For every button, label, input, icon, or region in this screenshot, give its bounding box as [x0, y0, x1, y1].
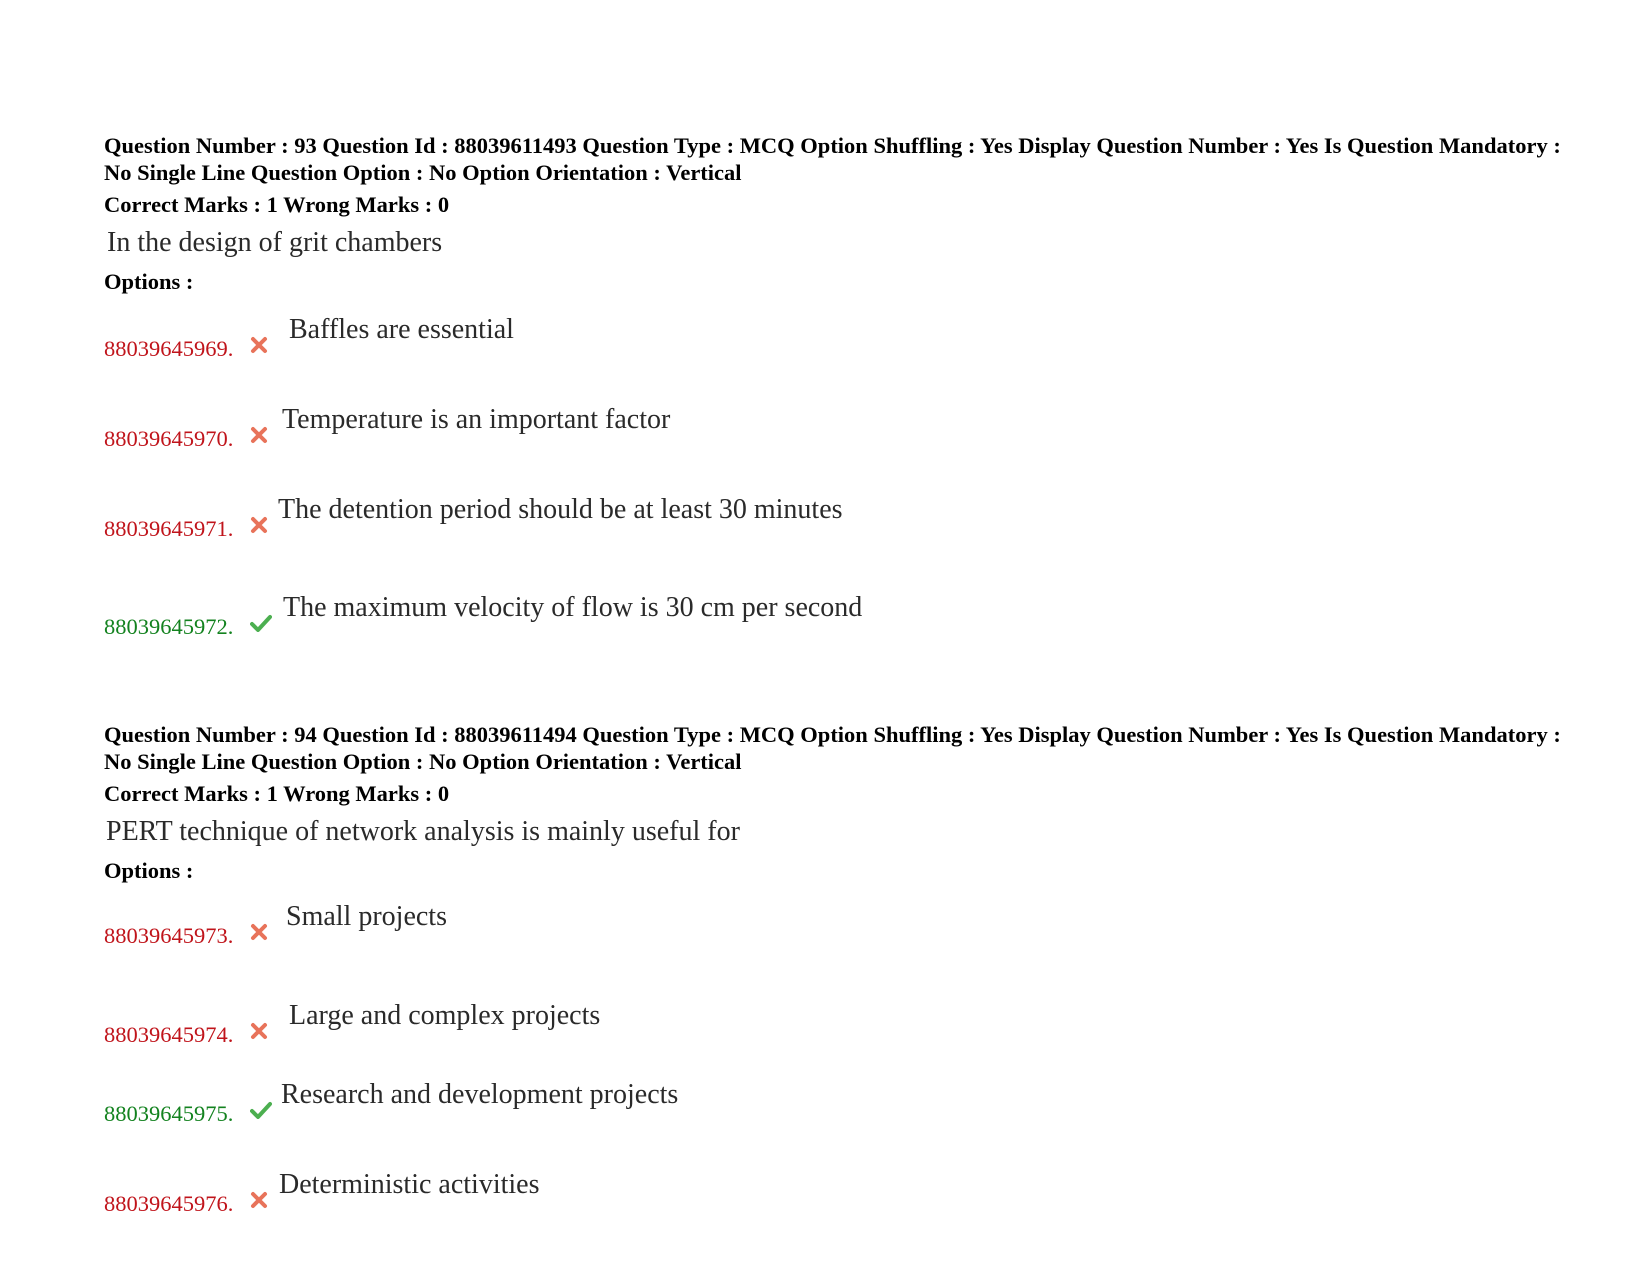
option-item	[104, 998, 1104, 1048]
cross-icon	[250, 426, 268, 444]
checkmark-icon	[250, 614, 272, 632]
option-id: 88039645970.	[104, 426, 234, 451]
options-label: Options :	[104, 858, 194, 883]
option-item	[104, 590, 1104, 640]
option-text: Large and complex projects	[289, 1000, 601, 1031]
option-item	[104, 1077, 1104, 1127]
option-text: Deterministic activities	[279, 1169, 540, 1200]
checkmark-icon	[250, 1101, 272, 1119]
question-marks: Correct Marks : 1 Wrong Marks : 0	[104, 781, 450, 806]
option-id: 88039645972.	[104, 614, 234, 639]
option-item	[104, 1167, 1104, 1217]
cross-icon	[250, 1022, 268, 1040]
question-meta: Question Number : 94 Question Id : 88039611494 Question Type : MCQ Option Shuffling : Yes Display Question Number : Yes Is Question Mandatory : No Single Line Question Option : No Option Orientation : Vertical	[104, 722, 1561, 774]
question-meta: Question Number : 93 Question Id : 88039611493 Question Type : MCQ Option Shuffling : Yes Display Question Number : Yes Is Question Mandatory : No Single Line Question Option : No Option Orientation : Vertical	[104, 133, 1561, 185]
question-block-94	[104, 721, 1564, 1216]
cross-icon	[250, 923, 268, 941]
option-id: 88039645971.	[104, 516, 234, 541]
cross-icon	[250, 516, 268, 534]
option-id: 88039645976.	[104, 1191, 234, 1216]
option-item	[104, 402, 1104, 452]
option-item	[104, 312, 1104, 362]
option-text: The detention period should be at least 30 minutes	[278, 494, 843, 525]
option-item	[104, 899, 1104, 949]
cross-icon	[250, 336, 268, 354]
question-marks: Correct Marks : 1 Wrong Marks : 0	[104, 192, 450, 217]
option-item	[104, 492, 1104, 542]
option-text: Temperature is an important factor	[282, 404, 671, 435]
cross-icon	[250, 1191, 268, 1209]
question-block-93	[104, 132, 1564, 639]
option-id: 88039645969.	[104, 336, 234, 361]
options-label: Options :	[104, 269, 194, 294]
option-text: The maximum velocity of flow is 30 cm per second	[283, 592, 863, 623]
option-text: Research and development projects	[281, 1079, 679, 1110]
option-id: 88039645974.	[104, 1022, 234, 1047]
option-text: Baffles are essential	[289, 314, 514, 345]
option-id: 88039645975.	[104, 1101, 234, 1126]
option-id: 88039645973.	[104, 923, 234, 948]
option-text: Small projects	[286, 901, 447, 932]
question-text: In the design of grit chambers	[107, 227, 443, 258]
question-text: PERT technique of network analysis is mainly useful for	[106, 816, 740, 847]
